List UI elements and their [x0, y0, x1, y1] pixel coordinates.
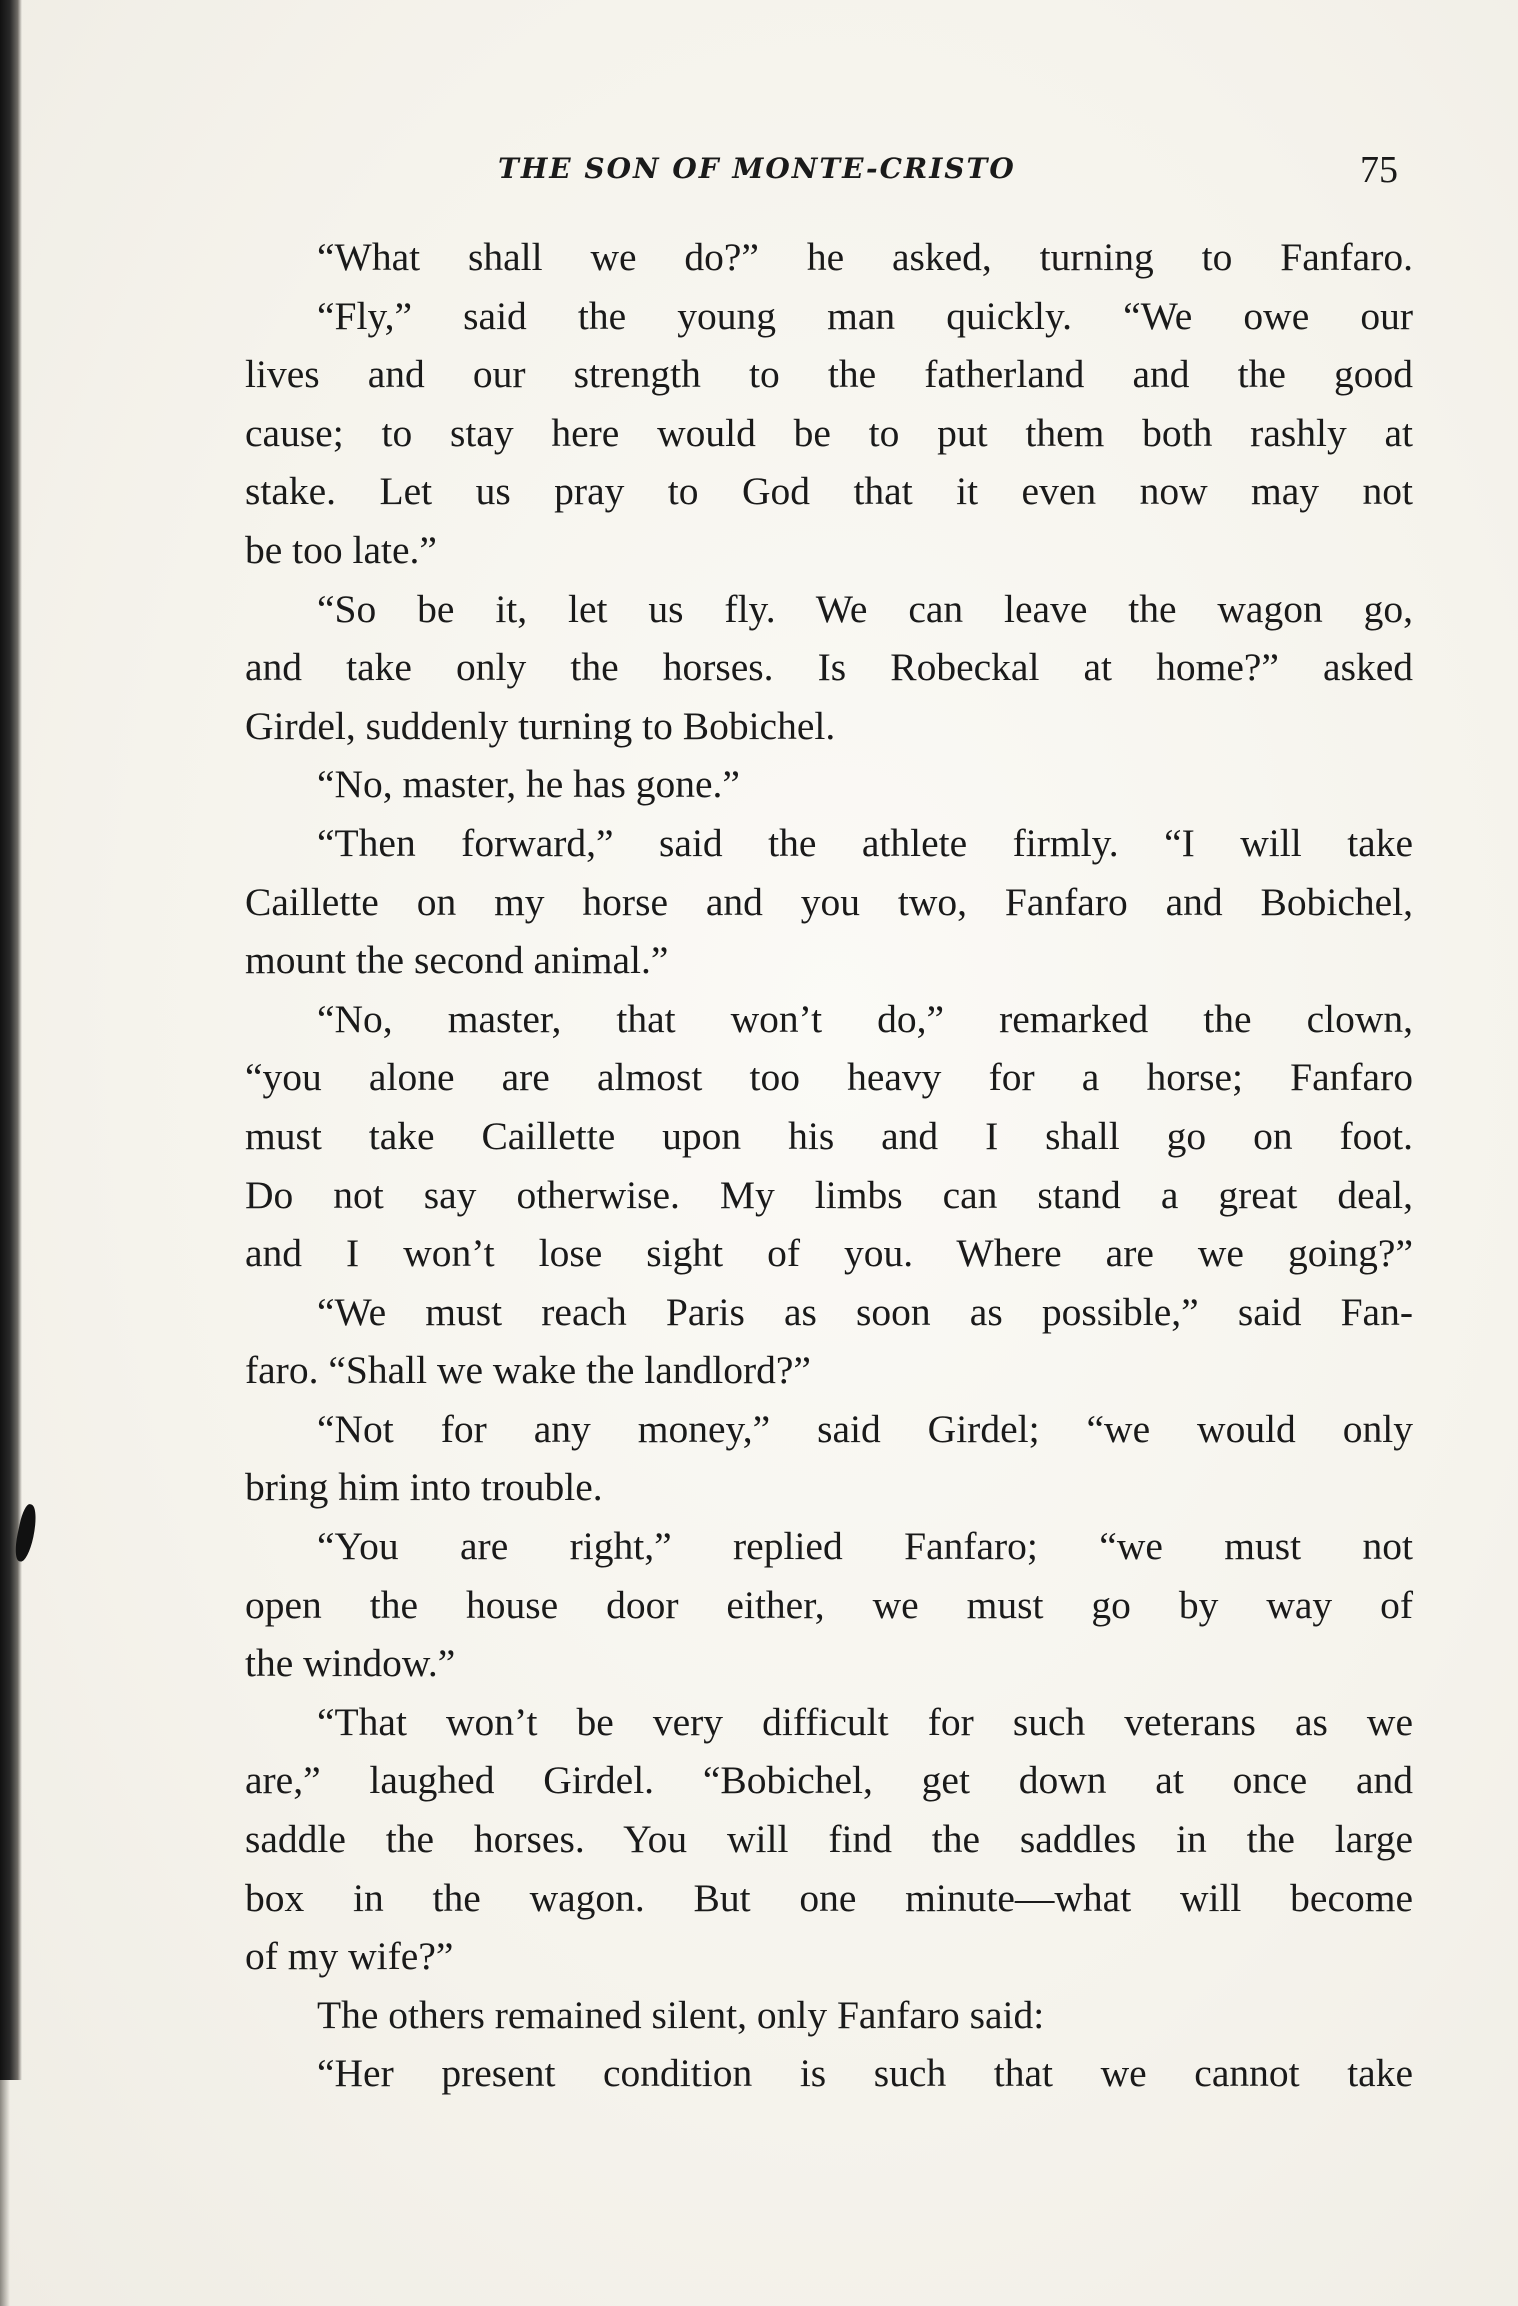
- text-line: “You are right,” replied Fanfaro; “we must not: [317, 1524, 1413, 1569]
- text-line: mount the second animal.”: [245, 938, 669, 983]
- text-line: “Her present condition is such that we cannot take: [317, 2051, 1413, 2096]
- text-line: open the house door either, we must go by way of: [245, 1582, 1413, 1627]
- running-head: [498, 148, 1398, 198]
- text-line: “So be it, let us fly. We can leave the wagon go,: [317, 586, 1413, 631]
- text-line: “Then forward,” said the athlete firmly. “I will take: [317, 820, 1413, 865]
- text-line: “Fly,” said the young man quickly. “We owe our: [317, 293, 1413, 338]
- binding-shadow: [0, 0, 22, 2080]
- text-line: must take Caillette upon his and I shall go on foot.: [245, 1113, 1413, 1158]
- text-line: “you alone are almost too heavy for a horse; Fanfaro: [245, 1055, 1413, 1100]
- running-title: THE SON OF MONTE-CRISTO: [498, 152, 1016, 185]
- text-line: saddle the horses. You will find the saddles in the large: [245, 1817, 1413, 1862]
- text-line: The others remained silent, only Fanfaro said:: [317, 1992, 1045, 2037]
- text-line: box in the wagon. But one minute—what will become: [245, 1875, 1413, 1920]
- text-line: Do not say otherwise. My limbs can stand a great deal,: [245, 1172, 1413, 1217]
- text-line: “That won’t be very difficult for such veterans as we: [317, 1699, 1413, 1744]
- text-line: bring him into trouble.: [245, 1465, 603, 1510]
- text-line: “We must reach Paris as soon as possible,” said Fan-: [317, 1289, 1413, 1334]
- text-line: “No, master, he has gone.”: [317, 762, 740, 807]
- text-line: lives and our strength to the fatherland and the good: [245, 352, 1413, 397]
- binding-shadow-lower: [0, 2080, 10, 2306]
- text-line: “What shall we do?” he asked, turning to Fanfaro.: [317, 235, 1413, 279]
- text-line: “No, master, that won’t do,” remarked the clown,: [317, 996, 1413, 1041]
- text-line: be too late.”: [245, 527, 437, 572]
- text-line: of my wife?”: [245, 1934, 454, 1979]
- text-line: the window.”: [245, 1641, 456, 1686]
- text-line: are,” laughed Girdel. “Bobichel, get down at once and: [245, 1758, 1413, 1803]
- text-line: and take only the horses. Is Robeckal at home?” asked: [245, 645, 1413, 690]
- text-line: “Not for any money,” said Girdel; “we would only: [317, 1406, 1413, 1451]
- text-line: stake. Let us pray to God that it even now may not: [245, 469, 1413, 514]
- text-line: Girdel, suddenly turning to Bobichel.: [245, 703, 836, 748]
- text-line: faro. “Shall we wake the landlord?”: [245, 1348, 811, 1393]
- text-line: cause; to stay here would be to put them both rashly at: [245, 410, 1413, 455]
- text-line: Caillette on my horse and you two, Fanfaro and Bobichel,: [245, 879, 1413, 924]
- text-line: and I won’t lose sight of you. Where are we going?”: [245, 1231, 1413, 1276]
- body-text: [245, 228, 1413, 2103]
- page-number: 75: [1360, 149, 1398, 191]
